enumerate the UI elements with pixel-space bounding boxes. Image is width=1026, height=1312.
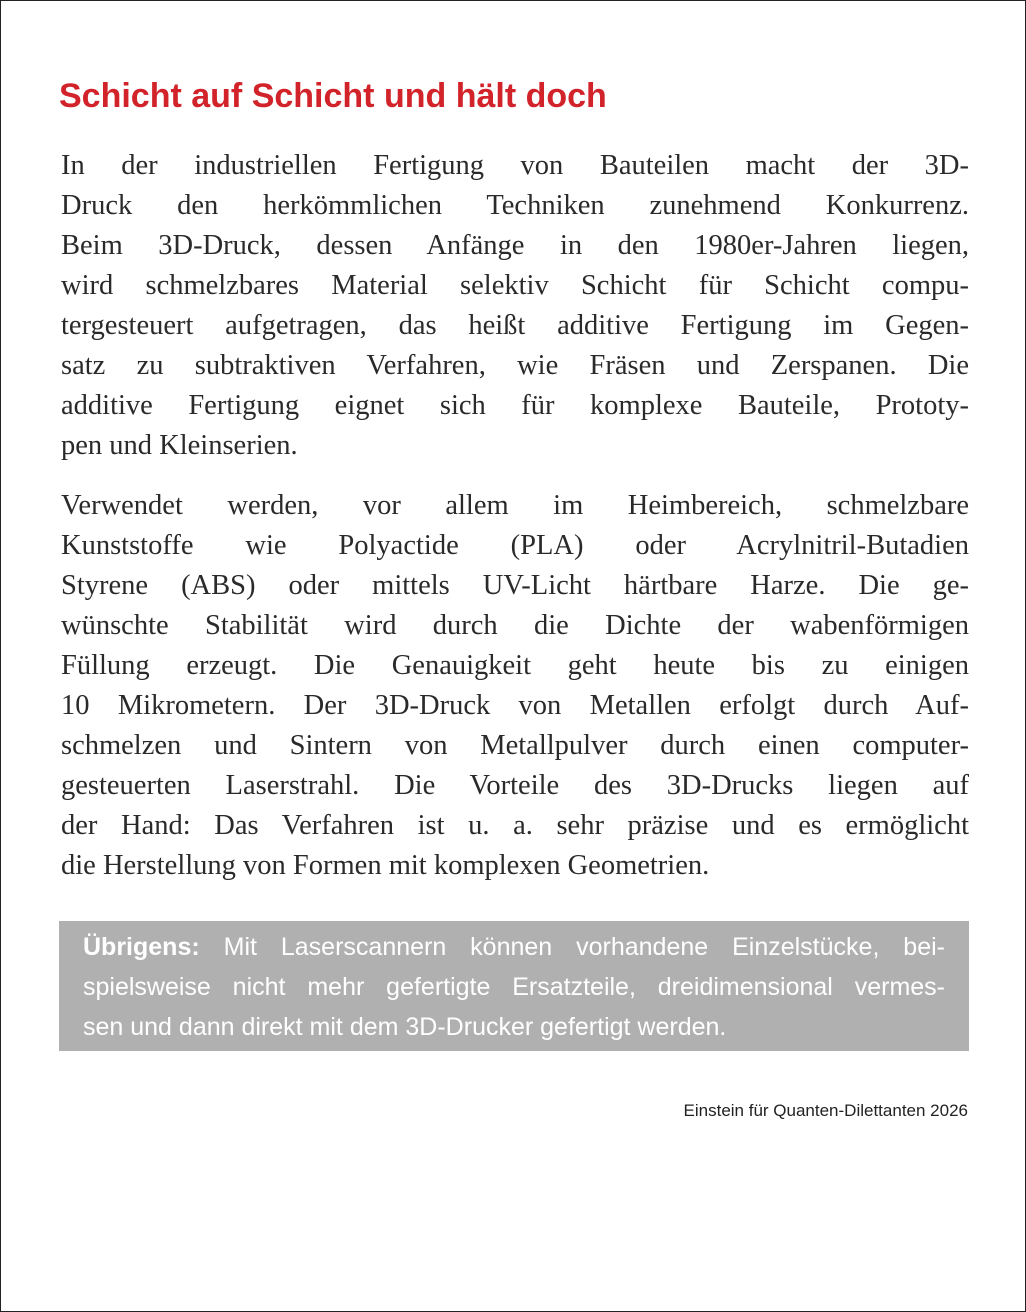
text-line: der Hand: Das Verfahren ist u. a. sehr präzise und es ermöglicht <box>61 810 969 841</box>
paragraph-2 <box>61 486 969 886</box>
text-line: Verwendet werden, vor allem im Heimbereich, schmelzbare <box>61 490 969 521</box>
text-line: satz zu subtraktiven Verfahren, wie Fräsen und Zerspanen. Die <box>61 350 969 381</box>
text-line: In der industriellen Fertigung von Bauteilen macht der 3D- <box>61 150 969 181</box>
text-line: tergesteuert aufgetragen, das heißt additive Fertigung im Gegen- <box>61 310 969 341</box>
note-text: Mit Laserscannern können vorhandene Einzelstücke, bei- <box>223 933 945 961</box>
text-line: gesteuerten Laserstrahl. Die Vorteile des 3D-Drucks liegen auf <box>61 770 969 801</box>
text-line: Füllung erzeugt. Die Genauigkeit geht heute bis zu einigen <box>61 650 969 681</box>
text-line: schmelzen und Sintern von Metallpulver durch einen computer- <box>61 730 969 761</box>
note-label: Übrigens: <box>83 933 200 961</box>
paragraph-1 <box>61 146 969 466</box>
note-line <box>83 927 945 967</box>
text-line: Druck den herkömmlichen Techniken zunehmend Konkurrenz. <box>61 190 969 221</box>
text-line: 10 Mikrometern. Der 3D-Druck von Metallen erfolgt durch Auf- <box>61 690 969 721</box>
page-title: Schicht auf Schicht und hält doch <box>59 77 607 115</box>
note-line: sen und dann direkt mit dem 3D-Drucker gefertigt werden. <box>83 1013 727 1041</box>
text-line: die Herstellung von Formen mit komplexen Geometrien. <box>61 850 710 881</box>
text-line: Beim 3D-Druck, dessen Anfänge in den 1980er-Jahren liegen, <box>61 230 969 261</box>
text-line: wünschte Stabilität wird durch die Dichte der wabenförmigen <box>61 610 969 641</box>
text-line: additive Fertigung eignet sich für komplexe Bauteile, Prototy- <box>61 390 969 421</box>
note-box <box>59 921 969 1051</box>
text-line: pen und Kleinserien. <box>61 430 298 461</box>
note-line: spielsweise nicht mehr gefertigte Ersatzteile, dreidimensional vermes- <box>83 973 945 1001</box>
text-line: Kunststoffe wie Polyactide (PLA) oder Acrylnitril-Butadien <box>61 530 969 561</box>
footer-credit: Einstein für Quanten-Dilettanten 2026 <box>683 1101 968 1120</box>
text-line: Styrene (ABS) oder mittels UV-Licht härtbare Harze. Die ge- <box>61 570 969 601</box>
text-line: wird schmelzbares Material selektiv Schicht für Schicht compu- <box>61 270 969 301</box>
